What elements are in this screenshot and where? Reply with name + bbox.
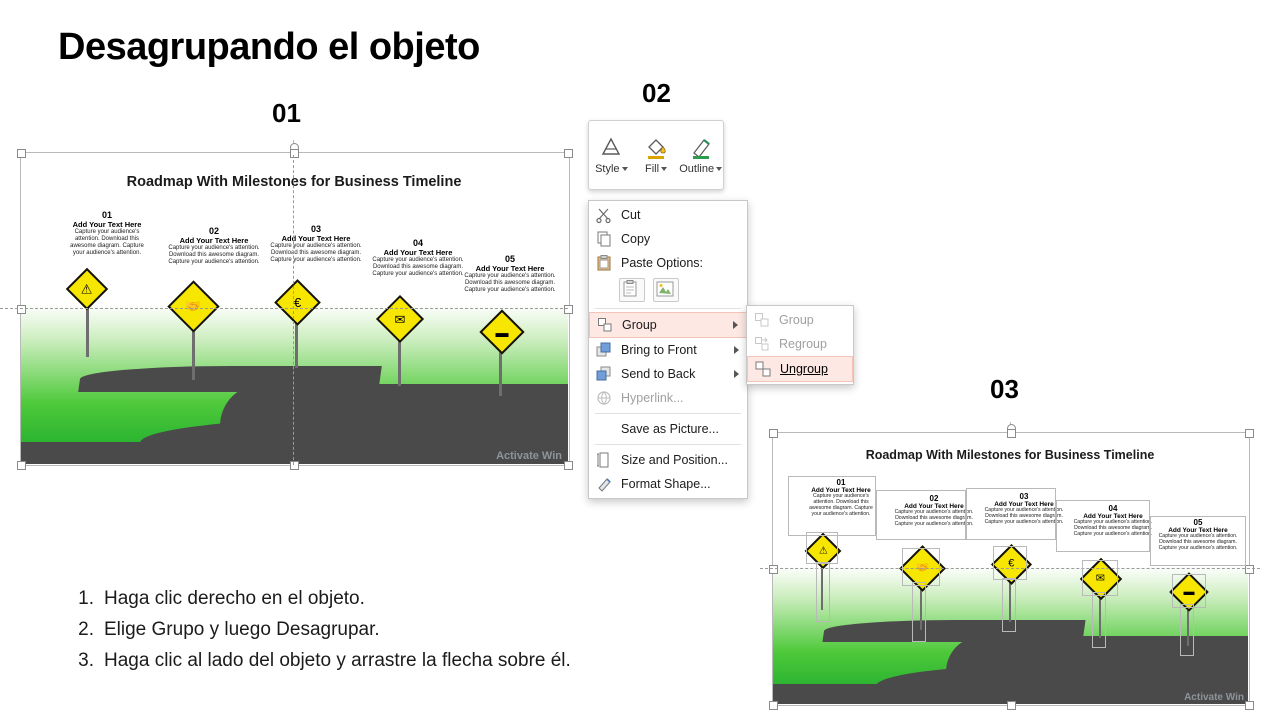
- chevron-down-icon[interactable]: [661, 167, 667, 171]
- milestone-body: Capture your audience's attention. Download this awesome diagram. Capture your audience's attention.: [809, 493, 873, 517]
- paste-options-row[interactable]: [589, 275, 747, 305]
- group-icon: [753, 311, 771, 329]
- milestone-heading: Add Your Text Here: [994, 501, 1054, 508]
- menu-item-group[interactable]: [589, 312, 747, 338]
- menu-item-label: Group: [622, 318, 657, 332]
- milestone-heading: Add Your Text Here: [1083, 513, 1143, 520]
- sub-selection-box[interactable]: [1150, 516, 1246, 566]
- milestone-number: 04: [1108, 504, 1118, 513]
- submenu-item-regroup: [747, 332, 853, 356]
- menu-item-paste-options: [589, 251, 747, 275]
- sub-selection-box[interactable]: [1092, 592, 1106, 648]
- resize-handle-tr-2[interactable]: [1245, 429, 1254, 438]
- milestone-body: Capture your audience's attention. Download this awesome diagram. Capture your audience's attention.: [270, 243, 362, 263]
- resize-handle-ml-2[interactable]: [769, 565, 778, 574]
- milestone-number: 01: [836, 478, 846, 487]
- sign-glyph: ⚠: [818, 545, 828, 556]
- sign-glyph: ▬: [1183, 585, 1195, 598]
- menu-item-label: Save as Picture...: [621, 422, 719, 436]
- send-back-icon: [595, 365, 613, 383]
- menu-item-label: Size and Position...: [621, 453, 729, 467]
- instruction-item: [72, 615, 712, 646]
- group-submenu[interactable]: [746, 305, 854, 385]
- hyperlink-icon: [595, 389, 613, 407]
- milestone-heading: Add Your Text Here: [281, 234, 351, 243]
- sign-glyph: 🤝: [915, 561, 930, 574]
- milestone-heading: Add Your Text Here: [72, 220, 142, 229]
- format-shape-icon: [595, 475, 613, 493]
- sign-glyph: ⚠: [81, 281, 93, 297]
- milestone-body: Capture your audience's attention. Download this awesome diagram. Capture your audience's attention.: [1073, 519, 1153, 537]
- blank-icon: [595, 420, 613, 438]
- sub-selection-box[interactable]: [993, 546, 1027, 580]
- sub-selection-box[interactable]: [1056, 500, 1150, 552]
- sub-selection-box[interactable]: [1172, 574, 1206, 608]
- milestone-number: 05: [504, 254, 515, 264]
- sub-selection-box[interactable]: [788, 476, 876, 536]
- sign-glyph: €: [293, 294, 302, 310]
- sign-glyph: ✉: [394, 311, 406, 327]
- sign-glyph: €: [1008, 558, 1015, 570]
- fill-label: Fill: [644, 163, 660, 175]
- milestone-heading: Add Your Text Here: [811, 487, 871, 494]
- sub-selection-box[interactable]: [902, 548, 940, 586]
- chevron-down-icon[interactable]: [716, 167, 722, 171]
- paste-icon: [595, 254, 613, 272]
- menu-item-label: Send to Back: [621, 367, 696, 381]
- instruction-text: Elige Grupo y luego Desagrupar.: [104, 618, 380, 640]
- resize-handle-tl[interactable]: [17, 149, 26, 158]
- paste-keep-formatting-icon[interactable]: [619, 278, 645, 302]
- resize-handle-mr[interactable]: [564, 305, 573, 314]
- submenu-item-group: [747, 308, 853, 332]
- resize-handle-tl-2[interactable]: [769, 429, 778, 438]
- menu-item-label: Copy: [621, 232, 651, 246]
- roadmap-title-2: Roadmap With Milestones for Business Timeline: [865, 448, 1155, 462]
- roadmap-title-1: Roadmap With Milestones for Business Timeline: [126, 174, 462, 190]
- size-position-icon: [595, 451, 613, 469]
- milestone-number: 03: [310, 224, 321, 234]
- paste-picture-icon[interactable]: [653, 278, 679, 302]
- milestone-body: Capture your audience's attention. Download this awesome diagram. Capture your audience's attention.: [372, 257, 464, 277]
- instruction-number: 3.: [78, 649, 94, 671]
- menu-item-label: Bring to Front: [621, 343, 697, 357]
- menu-item-save-as-picture[interactable]: [589, 417, 747, 441]
- milestone-heading: Add Your Text Here: [383, 248, 453, 257]
- menu-item-format-shape[interactable]: [589, 472, 747, 496]
- resize-handle-bl[interactable]: [17, 461, 26, 470]
- smart-guide-horizontal: [0, 308, 568, 309]
- resize-handle-mr-2[interactable]: [1245, 565, 1254, 574]
- ungroup-icon: [754, 360, 772, 378]
- milestone-body: Capture your audience's attention. Download this awesome diagram. Capture your audience's attention.: [1158, 533, 1238, 551]
- milestone-heading: Add Your Text Here: [904, 503, 964, 510]
- sub-selection-box[interactable]: [966, 488, 1056, 540]
- watermark-text: Activate Win: [1184, 692, 1244, 703]
- submenu-item-label: Regroup: [779, 337, 827, 351]
- milestone-number: 05: [1193, 518, 1203, 527]
- menu-item-label: Paste Options:: [621, 256, 703, 270]
- milestone-heading: Add Your Text Here: [179, 236, 249, 245]
- milestone-body: Capture your audience's attention. Download this awesome diagram. Capture your audience's attention.: [464, 273, 556, 293]
- sub-selection-box[interactable]: [1180, 604, 1194, 656]
- sub-selection-box[interactable]: [1002, 578, 1016, 632]
- menu-item-label: Format Shape...: [621, 477, 711, 491]
- resize-handle-ml[interactable]: [17, 305, 26, 314]
- step-number-02: 02: [642, 78, 671, 108]
- resize-handle-br[interactable]: [564, 461, 573, 470]
- menu-item-send-to-back[interactable]: [589, 362, 747, 386]
- menu-item-label: Cut: [621, 208, 641, 222]
- resize-handle-br-2[interactable]: [1245, 701, 1254, 710]
- style-button[interactable]: [589, 121, 634, 189]
- regroup-icon: [753, 335, 771, 353]
- submenu-item-label: Group: [779, 313, 814, 327]
- milestone-number: 02: [208, 226, 219, 236]
- sub-selection-box[interactable]: [816, 562, 830, 622]
- selection-frame-1: [20, 152, 570, 466]
- sub-selection-box[interactable]: [1082, 560, 1118, 596]
- mini-toolbar[interactable]: [588, 120, 724, 190]
- milestone-body: Capture your audience's attention. Download this awesome diagram. Capture your audience's attention.: [984, 507, 1064, 525]
- menu-item-size-and-position[interactable]: [589, 448, 747, 472]
- instruction-item: [72, 646, 712, 677]
- submenu-item-ungroup[interactable]: [747, 356, 853, 382]
- scissors-icon: [595, 206, 613, 224]
- menu-item-bring-to-front[interactable]: [589, 338, 747, 362]
- outline-label: Outline: [679, 163, 715, 175]
- milestone-number: 03: [1019, 492, 1029, 501]
- chevron-down-icon[interactable]: [622, 167, 628, 171]
- menu-item-label: Hyperlink...: [621, 391, 684, 405]
- sub-selection-box[interactable]: [912, 582, 926, 642]
- outline-button[interactable]: [678, 121, 723, 189]
- menu-item-copy[interactable]: [589, 227, 747, 251]
- sign-glyph: ▬: [495, 324, 509, 340]
- bring-front-icon: [595, 341, 613, 359]
- milestone-heading: Add Your Text Here: [475, 264, 545, 273]
- instruction-text: Haga clic derecho en el objeto.: [104, 588, 365, 609]
- submenu-item-label: Ungroup: [780, 362, 828, 376]
- instruction-number: 2.: [78, 618, 94, 640]
- milestone-heading: Add Your Text Here: [1168, 527, 1228, 534]
- menu-item-cut[interactable]: [589, 203, 747, 227]
- instruction-item: [72, 584, 712, 615]
- sub-selection-box[interactable]: [806, 532, 838, 564]
- style-label: Style: [595, 163, 620, 175]
- milestone-body: Capture your audience's attention. Download this awesome diagram. Capture your audience's attention.: [894, 509, 974, 527]
- milestone-number: 01: [101, 210, 112, 220]
- resize-handle-bl-2[interactable]: [769, 701, 778, 710]
- sign-glyph: 🤝: [185, 299, 202, 314]
- fill-button[interactable]: [634, 121, 679, 189]
- fill-bucket-icon: [643, 135, 669, 161]
- instructions-list: [72, 584, 712, 676]
- context-menu[interactable]: [588, 200, 748, 499]
- resize-handle-tc[interactable]: [290, 149, 299, 158]
- submenu-arrow-icon: [734, 370, 739, 378]
- copy-icon: [595, 230, 613, 248]
- resize-handle-bc-2[interactable]: [1007, 701, 1016, 710]
- page-title: Desagrupando el objeto: [58, 26, 480, 68]
- group-icon: [596, 316, 614, 334]
- smart-guide-vertical: [293, 155, 294, 465]
- submenu-arrow-icon: [733, 321, 738, 329]
- step-number-03: 03: [990, 374, 1019, 404]
- milestone-body: Capture your audience's attention. Download this awesome diagram. Capture your audience's attention.: [168, 245, 260, 265]
- watermark-text: Activate Win: [496, 450, 562, 462]
- step-number-01: 01: [272, 98, 301, 128]
- sub-selection-box[interactable]: [876, 490, 966, 540]
- resize-handle-tc-2[interactable]: [1007, 429, 1016, 438]
- milestone-body: Capture your audience's attention. Download this awesome diagram. Capture your audience's attention.: [70, 229, 144, 256]
- instruction-number: 1.: [78, 588, 94, 609]
- instruction-text: Haga clic al lado del objeto y arrastre la flecha sobre él.: [104, 649, 571, 671]
- menu-item-hyperlink: [589, 386, 747, 410]
- submenu-arrow-icon: [734, 346, 739, 354]
- outline-pencil-icon: [688, 135, 714, 161]
- milestone-number: 04: [412, 238, 423, 248]
- style-icon: [598, 135, 624, 161]
- resize-handle-bc[interactable]: [290, 461, 299, 470]
- sign-glyph: ✉: [1096, 572, 1106, 585]
- resize-handle-tr[interactable]: [564, 149, 573, 158]
- milestone-number: 02: [929, 494, 939, 503]
